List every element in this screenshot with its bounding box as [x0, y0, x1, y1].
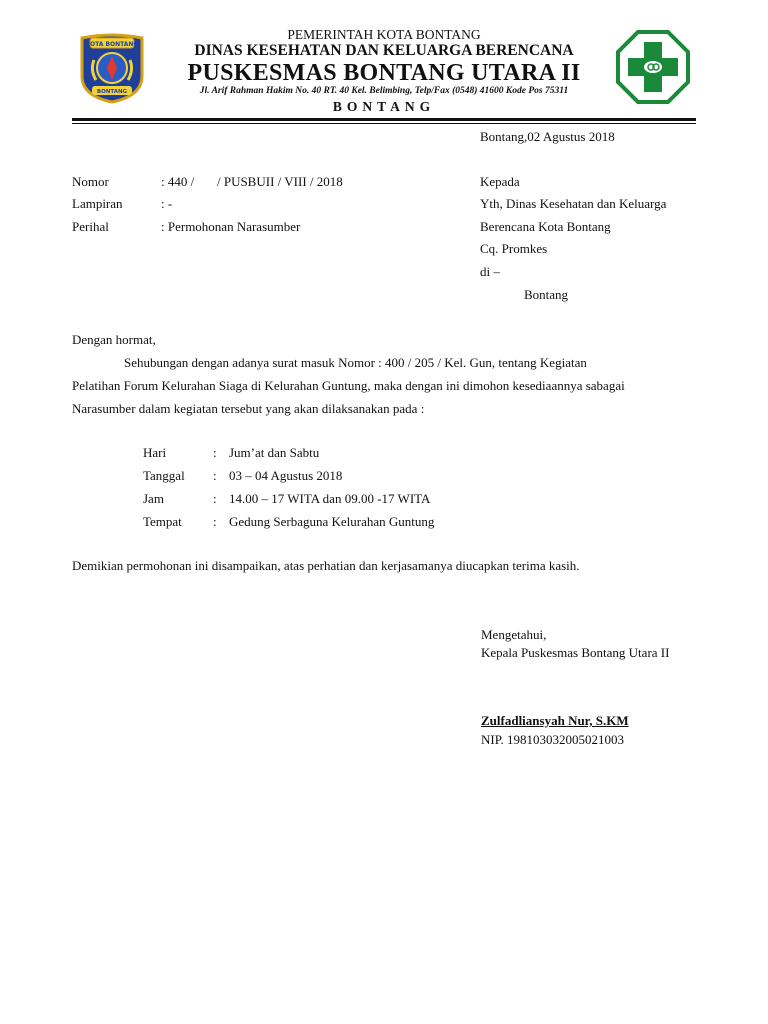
nomor-value: : 440 / / PUSBUII / VIII / 2018 [161, 174, 343, 189]
lampiran-label: Lampiran [72, 196, 123, 211]
recipient-line: Kepada [480, 174, 520, 189]
crest-bottom-text: BONTANG [96, 89, 128, 95]
detail-value: 03 – 04 Agustus 2018 [229, 468, 343, 483]
detail-value: 14.00 – 17 WITA dan 09.00 -17 WITA [229, 491, 431, 506]
closing-sentence: Demikian permohonan ini disampaikan, atas perhatian dan kerjasamanya diucapkan terima kasih. [72, 558, 580, 573]
detail-separator: : [213, 445, 217, 460]
letterhead-divider-thin [72, 123, 696, 124]
body-paragraph-line: Sehubungan dengan adanya surat masuk Nomor : 400 / 205 / Kel. Gun, tentang Kegiatan [124, 355, 587, 370]
greeting: Dengan hormat, [72, 332, 156, 347]
nomor-label: Nomor [72, 174, 109, 189]
detail-separator: : [213, 468, 217, 483]
recipient-line: Bontang [524, 287, 569, 302]
letterhead-institution: PUSKESMAS BONTANG UTARA II [187, 60, 581, 86]
signature-position: Kepala Puskesmas Bontang Utara II [481, 645, 670, 660]
letterhead-address: Jl. Arif Rahman Hakim No. 40 RT. 40 Kel. Belimbing, Telp/Fax (0548) 41600 Kode Pos 75311 [199, 86, 569, 96]
perihal-value: : Permohonan Narasumber [161, 219, 301, 234]
recipient-line: Cq. Promkes [480, 241, 548, 256]
perihal-label: Perihal [72, 219, 109, 234]
detail-value: Jum’at dan Sabtu [229, 445, 320, 460]
signature-name: Zulfadliansyah Nur, S.KM [481, 713, 629, 728]
detail-label: Jam [143, 491, 164, 506]
letterhead-city: BONTANG [332, 99, 436, 114]
letter-date: Bontang,02 Agustus 2018 [480, 129, 615, 144]
letterhead-government: PEMERINTAH KOTA BONTANG [287, 27, 481, 42]
body-paragraph-line: Pelatihan Forum Kelurahan Siaga di Kelurahan Guntung, maka dengan ini dimohon kesediaannya sabagai [72, 378, 625, 393]
detail-label: Tempat [143, 514, 182, 529]
recipient-line: Berencana Kota Bontang [480, 219, 611, 234]
signature-nip: NIP. 198103032005021003 [481, 732, 625, 747]
lampiran-value: : - [161, 196, 173, 211]
detail-label: Tanggal [143, 468, 185, 483]
detail-separator: : [213, 514, 217, 529]
crest-top-text: KOTA BONTANG [85, 41, 139, 48]
signature-acknowledged: Mengetahui, [481, 627, 547, 642]
detail-value: Gedung Serbaguna Kelurahan Guntung [229, 514, 435, 529]
recipient-line: Yth, Dinas Kesehatan dan Keluarga [480, 196, 667, 211]
letterhead-department: DINAS KESEHATAN DAN KELUARGA BERENCANA [194, 42, 574, 59]
detail-separator: : [213, 491, 217, 506]
letterhead-divider-thick [72, 118, 696, 121]
body-paragraph-line: Narasumber dalam kegiatan tersebut yang akan dilaksanakan pada : [72, 401, 425, 416]
detail-label: Hari [143, 445, 167, 460]
recipient-line: di – [480, 264, 500, 279]
